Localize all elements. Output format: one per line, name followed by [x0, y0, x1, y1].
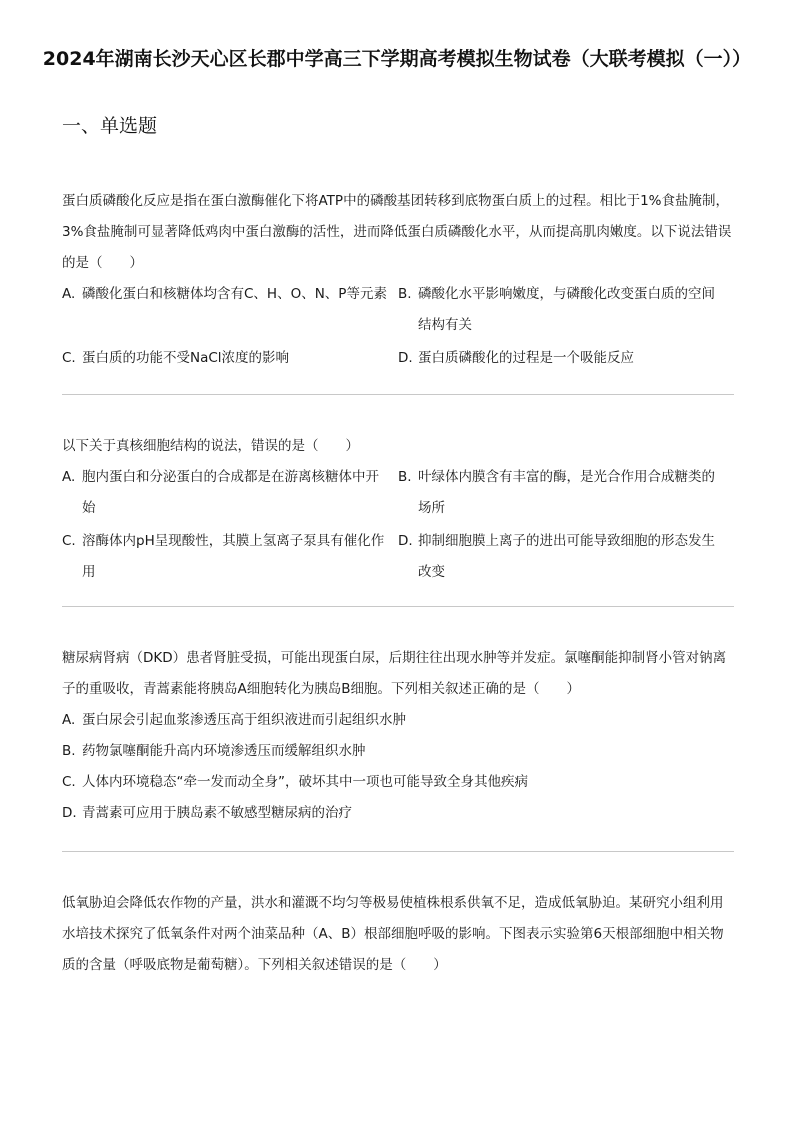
- option-text: 抑制细胞膜上离子的进出可能导致细胞的形态发生改变: [418, 533, 715, 580]
- option-letter: D.: [62, 805, 77, 821]
- question-3: [62, 643, 734, 829]
- option-a: [62, 705, 734, 736]
- option-letter: A.: [62, 469, 76, 485]
- question-divider: [62, 606, 734, 607]
- option-d: [398, 526, 734, 588]
- option-text: 蛋白尿会引起血浆渗透压高于组织液进而引起组织水肿: [82, 712, 406, 728]
- option-letter: C.: [62, 533, 76, 549]
- option-letter: D.: [398, 350, 413, 366]
- option-d: [398, 343, 734, 374]
- option-d: [62, 798, 734, 829]
- question-stem: 以下关于真核细胞结构的说法，错误的是（ ）: [62, 438, 359, 454]
- option-text: 溶酶体内pH呈现酸性，其膜上氢离子泵具有催化作用: [82, 533, 385, 580]
- option-text: 药物氯噻酮能升高内环境渗透压而缓解组织水肿: [82, 743, 366, 759]
- option-letter: D.: [398, 533, 413, 549]
- option-letter: C.: [62, 774, 76, 790]
- option-letter: B.: [398, 469, 412, 485]
- question-4: [62, 888, 734, 981]
- option-a: [62, 279, 398, 341]
- section-heading: 一、单选题: [62, 115, 158, 137]
- question-stem: 糖尿病肾病（DKD）患者肾脏受损，可能出现蛋白尿，后期往往出现水肿等并发症。氯噻酮能抑制肾小管对钠离子的重吸收，青蒿素能将胰岛A细胞转化为胰岛B细胞。下列相关叙述正确的是（ ）: [62, 650, 727, 697]
- option-group: [62, 705, 734, 829]
- option-c: [62, 767, 734, 798]
- option-letter: B.: [398, 286, 412, 302]
- question-1: [62, 186, 734, 374]
- option-group: [62, 279, 734, 374]
- option-text: 磷酸化水平影响嫩度，与磷酸化改变蛋白质的空间结构有关: [418, 286, 715, 333]
- option-b: [398, 462, 734, 524]
- question-divider: [62, 394, 734, 395]
- question-stem: 蛋白质磷酸化反应是指在蛋白激酶催化下将ATP中的磷酸基团转移到底物蛋白质上的过程。相比于1%食盐腌制，3%食盐腌制可显著降低鸡肉中蛋白激酶的活性，进而降低蛋白质磷酸化水平，从而提高肌肉嫩度。以下说法错误的是（ ）: [62, 193, 732, 271]
- option-text: 人体内环境稳态“牵一发而动全身”，破坏其中一项也可能导致全身其他疾病: [82, 774, 528, 790]
- option-letter: C.: [62, 350, 76, 366]
- option-text: 蛋白质的功能不受NaCl浓度的影响: [82, 350, 290, 366]
- option-letter: A.: [62, 286, 76, 302]
- option-text: 磷酸化蛋白和核糖体均含有C、H、O、N、P等元素: [82, 286, 387, 302]
- option-text: 青蒿素可应用于胰岛素不敏感型糖尿病的治疗: [82, 805, 352, 821]
- option-c: [62, 343, 398, 374]
- option-letter: B.: [62, 743, 76, 759]
- option-letter: A.: [62, 712, 76, 728]
- option-c: [62, 526, 398, 588]
- question-stem: 低氧胁迫会降低农作物的产量，洪水和灌溉不均匀等极易使植株根系供氧不足，造成低氧胁迫。某研究小组利用水培技术探究了低氧条件对两个油菜品种（A、B）根部细胞呼吸的影响。下图表示实验第6天根部细胞中相关物质的含量（呼吸底物是葡萄糖）。下列相关叙述错误的是（ ）: [62, 895, 724, 973]
- option-b: [62, 736, 734, 767]
- question-divider: [62, 851, 734, 852]
- option-text: 叶绿体内膜含有丰富的酶，是光合作用合成糖类的场所: [418, 469, 715, 516]
- exam-title: 2024年湖南长沙天心区长郡中学高三下学期高考模拟生物试卷（大联考模拟（一））: [42, 48, 752, 70]
- option-text: 蛋白质磷酸化的过程是一个吸能反应: [418, 350, 634, 366]
- option-a: [62, 462, 398, 524]
- question-2: [62, 431, 734, 588]
- option-text: 胞内蛋白和分泌蛋白的合成都是在游离核糖体中开始: [82, 469, 379, 516]
- option-b: [398, 279, 734, 341]
- option-group: [62, 462, 734, 588]
